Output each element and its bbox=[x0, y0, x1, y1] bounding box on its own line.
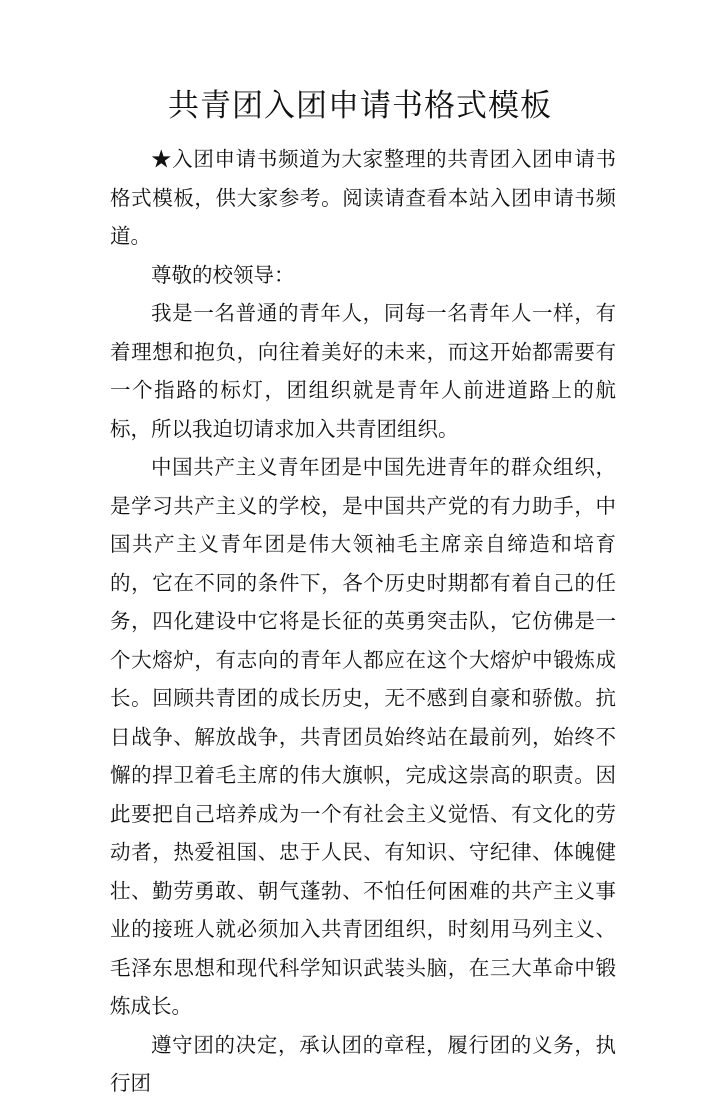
document-title: 共青团入团申请书格式模板 bbox=[168, 88, 552, 124]
intro-paragraph: ★入团申请书频道为大家整理的共青团入团申请书格式模板，供大家参考。阅读请查看本站入团申请书频道。 bbox=[110, 147, 616, 248]
body-paragraph-1: 我是一名普通的青年人，同每一名青年人一样，有着理想和抱负，向往着美好的未来，而这开始都需要有一个指路的标灯，团组织就是青年人前进道路上的航标，所以我迫切请求加入共青团组织。 bbox=[110, 301, 616, 441]
salutation: 尊敬的校领导： bbox=[151, 262, 295, 287]
body-paragraph-2: 中国共产主义青年团是中国先进青年的群众组织，是学习共产主义的学校，是中国共产党的有力助手，中国共产主义青年团是伟大领袖毛主席亲自缔造和培育的，它在不同的条件下，各个历史时期都有着自己的任务，四化建设中它将是长征的英勇突击队，它仿佛是一个大熔炉，有志向的青年人都应在这个大熔炉中锻炼成长。回顾共青团的成长历史，无不感到自豪和骄傲。抗日战争、解放战争，共青团员始终站在最前列，始终不懈的捍卫着毛主席的伟大旗帜，完成这崇高的职责。因此要把自己培养成为一个有社会主义觉悟、有文化的劳动者，热爱祖国、忠于人民、有知识、守纪律、体魄健壮、勤劳勇敢、朝气蓬勃、不怕任何困难的共产主义事业的接班人就必须加入共青团组织，时刻用马列主义、毛泽东思想和现代科学知识武装头脑，在三大革命中锻炼成长。 bbox=[110, 455, 616, 1018]
document-body bbox=[110, 140, 616, 1103]
body-paragraph-3: 遵守团的决定，承认团的章程，履行团的义务，执行团 bbox=[110, 1032, 616, 1095]
